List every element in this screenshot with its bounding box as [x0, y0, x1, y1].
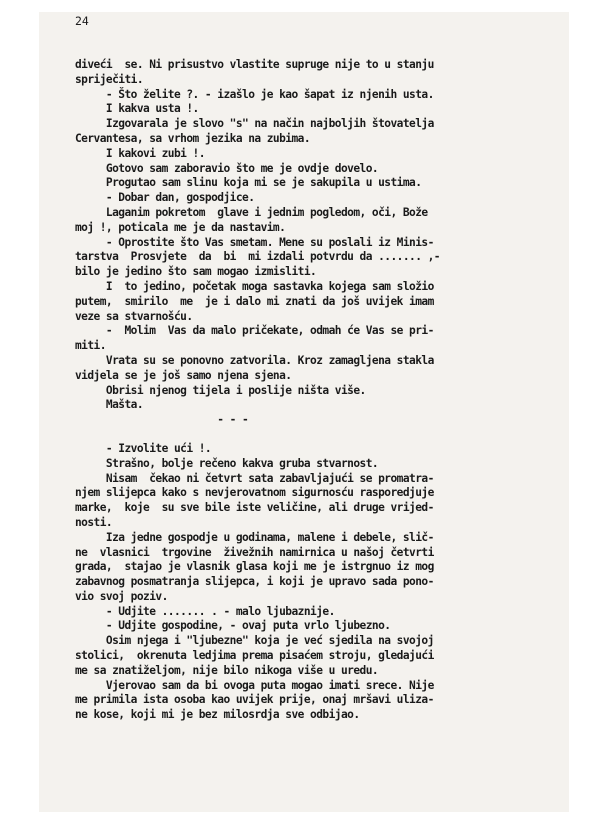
text-line: Vrata su se ponovno zatvorila. Kroz zamagljena stakla: [75, 353, 434, 367]
text-line: vio svoj poziv.: [75, 589, 168, 603]
text-line: veze sa stvarnošću.: [75, 309, 193, 323]
text-line: moj !, poticala me je da nastavim.: [75, 220, 286, 234]
text-line: njem slijepca kako s nevjerovatnom sigurnosću rasporedjuje: [75, 486, 434, 500]
text-line: Mašta.: [75, 398, 144, 412]
text-line: ne kose, koji mi je bez milosrdja sve odbijao.: [75, 708, 360, 722]
page-text: [75, 58, 545, 723]
text-line: tarstva Prosvjete da bi mi izdali potvrdu da ....... ,-: [75, 250, 440, 264]
text-line: putem, smirilo me je i dalo mi znati da još uvijek imam: [75, 294, 434, 308]
text-line: I to jedino, početak moga sastavka kojega sam složio: [75, 279, 434, 293]
section-separator: - - -: [75, 413, 249, 427]
text-line: Vjerovao sam da bi ovoga puta mogao imati srece. Nije: [75, 678, 434, 692]
text-line: ne vlasnici trgovine živežnih namirnica u našoj četvrti: [75, 545, 434, 559]
text-line: divеći se. Ni prisustvo vlastite supruge nije to u stanju: [75, 58, 434, 71]
text-line: Laganim pokretom glave i jednim pogledom, oči, Bože: [75, 205, 428, 219]
text-line: me primila ista osoba kao uvijek prije, onaj mršavi ulizа-: [75, 693, 434, 707]
text-line: I kakovi zubi !.: [75, 146, 205, 160]
text-line: Nisam čekao ni četvrt sata zabavljajući se promatra-: [75, 471, 434, 485]
text-line: marke, koje su sve bile iste veličine, ali druge vrijed-: [75, 501, 434, 515]
text-line: nosti.: [75, 515, 113, 529]
text-line: I kakva usta !.: [75, 102, 199, 116]
text-line: - Molim Vas da malo pričekate, odmah će Vas se pri-: [75, 324, 434, 338]
text-line: - Izvolite ući !.: [75, 441, 212, 455]
text-line: - Dobar dan, gospodjice.: [75, 191, 255, 205]
text-line: Obrisi njenog tijela i poslije ništa više.: [75, 383, 366, 397]
text-line: miti.: [75, 339, 106, 353]
text-line: bilo je jedino što sam mogao izmisliti.: [75, 265, 317, 279]
text-line: Progutao sam slinu koja mi se je sakupila u ustima.: [75, 176, 422, 190]
text-line: stolici, okrenuta ledjima prema pisaćem stroju, gledajući: [75, 649, 434, 663]
text-line: me sa znatiželjom, nije bilo nikoga više u uredu.: [75, 663, 379, 677]
text-line: - Što želite ?. - izašlo je kao šapat iz njenih usta.: [75, 87, 434, 101]
text-line: Osim njega i "ljubezne" koja je već sjedila na svojoj: [75, 634, 434, 648]
text-line: Izgovarala je slovo "s" na način najboljih štovatelja: [75, 117, 434, 131]
text-line: - Udjite ....... . - malo ljubaznije.: [75, 604, 335, 618]
page-number: 24: [75, 14, 89, 28]
spacer: [75, 428, 545, 442]
text-line: vidjela se je još samo njena sjena.: [75, 368, 292, 382]
text-line: - Udjite gospodine, - ovaj puta vrlo ljubezno.: [75, 619, 391, 633]
text-line: - Oprostite što Vas smetam. Mene su poslali iz Minis-: [75, 235, 434, 249]
text-line: Cervantesa, sa vrhom jezika na zubima.: [75, 131, 311, 145]
text-line: zabavnog posmatranja slijepca, i koji je upravo sada pono-: [75, 575, 434, 589]
text-line: Strašno, bolje rečeno kakva gruba stvarnost.: [75, 456, 379, 470]
text-line: grada, stajao je vlasnik glasa koji me je istrgnuo iz mog: [75, 560, 434, 574]
text-line: Gotovo sam zaboravio što me je ovdje dovelo.: [75, 161, 379, 175]
text-line: spriječiti.: [75, 72, 144, 86]
text-line: Iza jedne gospodje u godinama, malene i debele, slič-: [75, 530, 434, 544]
